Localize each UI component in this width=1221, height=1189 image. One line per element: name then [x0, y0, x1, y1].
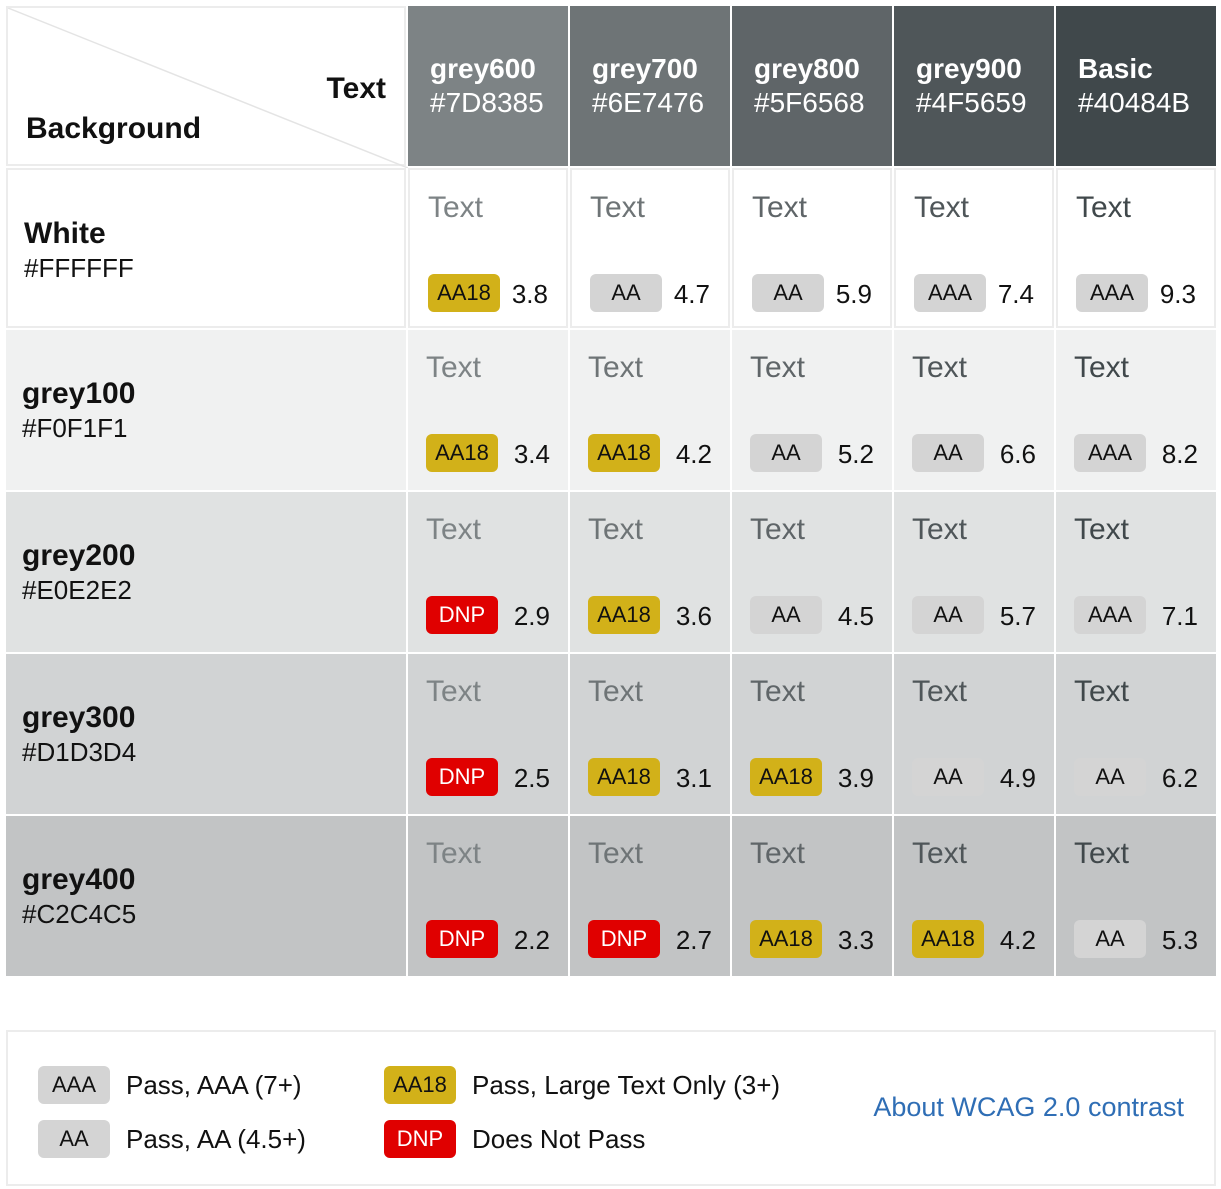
column-name: grey700	[592, 53, 698, 84]
sample-text: Text	[588, 351, 644, 384]
contrast-cell	[732, 330, 892, 490]
sample-text: Text	[750, 351, 806, 384]
row-name: White	[24, 217, 106, 250]
column-name: grey600	[430, 53, 536, 84]
legend-badge: AAA	[38, 1066, 110, 1104]
contrast-ratio: 2.2	[513, 925, 550, 955]
legend-text: Pass, AAA (7+)	[126, 1070, 302, 1100]
contrast-ratio: 2.5	[513, 763, 550, 793]
rating-badge: AA18	[750, 758, 822, 796]
rating-badge: AAA	[1074, 434, 1146, 472]
rating-badge: AA	[752, 274, 824, 312]
text-axis-label: Text	[326, 72, 386, 105]
contrast-ratio: 3.3	[837, 925, 874, 955]
contrast-cell	[894, 330, 1054, 490]
row-hex: #C2C4C5	[22, 899, 137, 929]
contrast-ratio: 5.3	[1161, 925, 1198, 955]
contrast-ratio: 7.1	[1161, 601, 1198, 631]
rating-badge: DNP	[426, 758, 498, 796]
contrast-ratio: 4.7	[673, 279, 710, 309]
row-name: grey100	[22, 377, 136, 410]
sample-text: Text	[1074, 675, 1130, 708]
rating-badge: AA	[912, 596, 984, 634]
contrast-ratio: 4.2	[999, 925, 1036, 955]
sample-text: Text	[912, 513, 968, 546]
row-name: grey200	[22, 539, 136, 572]
legend-text: Pass, AA (4.5+)	[126, 1124, 306, 1154]
column-hex: #4F5659	[916, 87, 1027, 118]
row-hex: #F0F1F1	[22, 413, 128, 443]
contrast-ratio: 9.3	[1159, 279, 1196, 309]
contrast-ratio: 3.1	[675, 763, 712, 793]
sample-text: Text	[588, 675, 644, 708]
rating-badge: AA	[750, 596, 822, 634]
column-name: grey900	[916, 53, 1022, 84]
sample-text: Text	[912, 351, 968, 384]
contrast-cell	[894, 168, 1054, 328]
rating-badge: AA	[1074, 758, 1146, 796]
column-name: Basic	[1078, 53, 1153, 84]
sample-text: Text	[426, 675, 482, 708]
sample-text: Text	[428, 191, 484, 224]
contrast-ratio: 7.4	[997, 279, 1034, 309]
sample-text: Text	[750, 513, 806, 546]
contrast-ratio: 3.6	[675, 601, 712, 631]
sample-text: Text	[914, 191, 970, 224]
rating-badge: AA18	[588, 758, 660, 796]
contrast-cell	[570, 816, 730, 976]
rating-badge: DNP	[426, 596, 498, 634]
contrast-cell	[408, 168, 568, 328]
contrast-cell	[570, 492, 730, 652]
legend-text: Pass, Large Text Only (3+)	[472, 1070, 781, 1100]
sample-text: Text	[1076, 191, 1132, 224]
contrast-cell	[732, 492, 892, 652]
contrast-cell	[408, 330, 568, 490]
row-header-grey100	[6, 330, 406, 490]
contrast-cell	[894, 492, 1054, 652]
column-name: grey800	[754, 53, 860, 84]
contrast-ratio: 4.5	[837, 601, 874, 631]
sample-text: Text	[588, 837, 644, 870]
column-header-grey800	[732, 6, 892, 166]
legend-text: Does Not Pass	[472, 1124, 646, 1154]
contrast-cell	[732, 168, 892, 328]
rating-badge: AAA	[1074, 596, 1146, 634]
contrast-cell	[570, 330, 730, 490]
contrast-cell	[1056, 816, 1216, 976]
column-hex: #6E7476	[592, 87, 705, 118]
rating-badge: AA18	[428, 274, 500, 312]
contrast-ratio: 8.2	[1161, 439, 1198, 469]
contrast-cell	[732, 654, 892, 814]
contrast-ratio: 4.2	[675, 439, 712, 469]
sample-text: Text	[752, 191, 808, 224]
column-hex: #5F6568	[754, 87, 865, 118]
column-header-grey700	[570, 6, 730, 166]
row-header-grey400	[6, 816, 406, 976]
sample-text: Text	[426, 351, 482, 384]
contrast-ratio: 2.7	[675, 925, 712, 955]
contrast-ratio: 5.9	[835, 279, 872, 309]
sample-text: Text	[1074, 837, 1130, 870]
rating-badge: AA18	[750, 920, 822, 958]
sample-text: Text	[912, 675, 968, 708]
contrast-ratio: 2.9	[513, 601, 550, 631]
contrast-cell	[1056, 168, 1216, 328]
legend	[6, 1030, 1216, 1186]
background-axis-label: Background	[26, 112, 202, 145]
rating-badge: AA18	[588, 596, 660, 634]
contrast-cell	[732, 816, 892, 976]
about-wcag-contrast-link[interactable]: About WCAG 2.0 contrast	[873, 1092, 1184, 1122]
sample-text: Text	[750, 837, 806, 870]
contrast-cell	[1056, 492, 1216, 652]
contrast-cell	[894, 816, 1054, 976]
rating-badge: AA	[1074, 920, 1146, 958]
row-hex: #D1D3D4	[22, 737, 137, 767]
column-hex: #40484B	[1078, 87, 1191, 118]
contrast-cell	[570, 654, 730, 814]
contrast-ratio: 3.8	[511, 279, 548, 309]
legend-badge: AA	[38, 1120, 110, 1158]
rating-badge: AA18	[588, 434, 660, 472]
contrast-ratio: 3.9	[837, 763, 874, 793]
legend-badge: AA18	[384, 1066, 456, 1104]
row-header-grey300	[6, 654, 406, 814]
contrast-cell	[408, 492, 568, 652]
contrast-ratio: 3.4	[513, 439, 550, 469]
contrast-ratio: 5.2	[837, 439, 874, 469]
rating-badge: AA	[590, 274, 662, 312]
sample-text: Text	[912, 837, 968, 870]
row-hex: #E0E2E2	[22, 575, 132, 605]
column-header-basic	[1056, 6, 1216, 166]
rating-badge: AAA	[1076, 274, 1148, 312]
column-hex: #7D8385	[430, 87, 544, 118]
sample-text: Text	[588, 513, 644, 546]
row-hex: #FFFFFF	[24, 253, 134, 283]
contrast-cell	[894, 654, 1054, 814]
table-corner-header	[6, 6, 406, 166]
rating-badge: AA	[912, 758, 984, 796]
rating-badge: AA	[750, 434, 822, 472]
contrast-ratio: 6.2	[1161, 763, 1198, 793]
contrast-cell	[570, 168, 730, 328]
legend-badge: DNP	[384, 1120, 456, 1158]
contrast-ratio: 6.6	[999, 439, 1036, 469]
contrast-cell	[408, 816, 568, 976]
contrast-cell	[1056, 330, 1216, 490]
contrast-ratio: 4.9	[999, 763, 1036, 793]
row-name: grey300	[22, 701, 136, 734]
rating-badge: DNP	[426, 920, 498, 958]
sample-text: Text	[1074, 351, 1130, 384]
row-name: grey400	[22, 863, 136, 896]
row-header-white	[6, 168, 406, 328]
column-header-grey900	[894, 6, 1054, 166]
rating-badge: AA18	[426, 434, 498, 472]
sample-text: Text	[426, 837, 482, 870]
sample-text: Text	[1074, 513, 1130, 546]
row-header-grey200	[6, 492, 406, 652]
column-header-grey600	[408, 6, 568, 166]
contrast-cell	[1056, 654, 1216, 814]
rating-badge: AAA	[914, 274, 986, 312]
sample-text: Text	[590, 191, 646, 224]
rating-badge: AA	[912, 434, 984, 472]
rating-badge: DNP	[588, 920, 660, 958]
contrast-ratio: 5.7	[999, 601, 1036, 631]
rating-badge: AA18	[912, 920, 984, 958]
contrast-cell	[408, 654, 568, 814]
contrast-table	[6, 6, 1216, 976]
sample-text: Text	[750, 675, 806, 708]
sample-text: Text	[426, 513, 482, 546]
